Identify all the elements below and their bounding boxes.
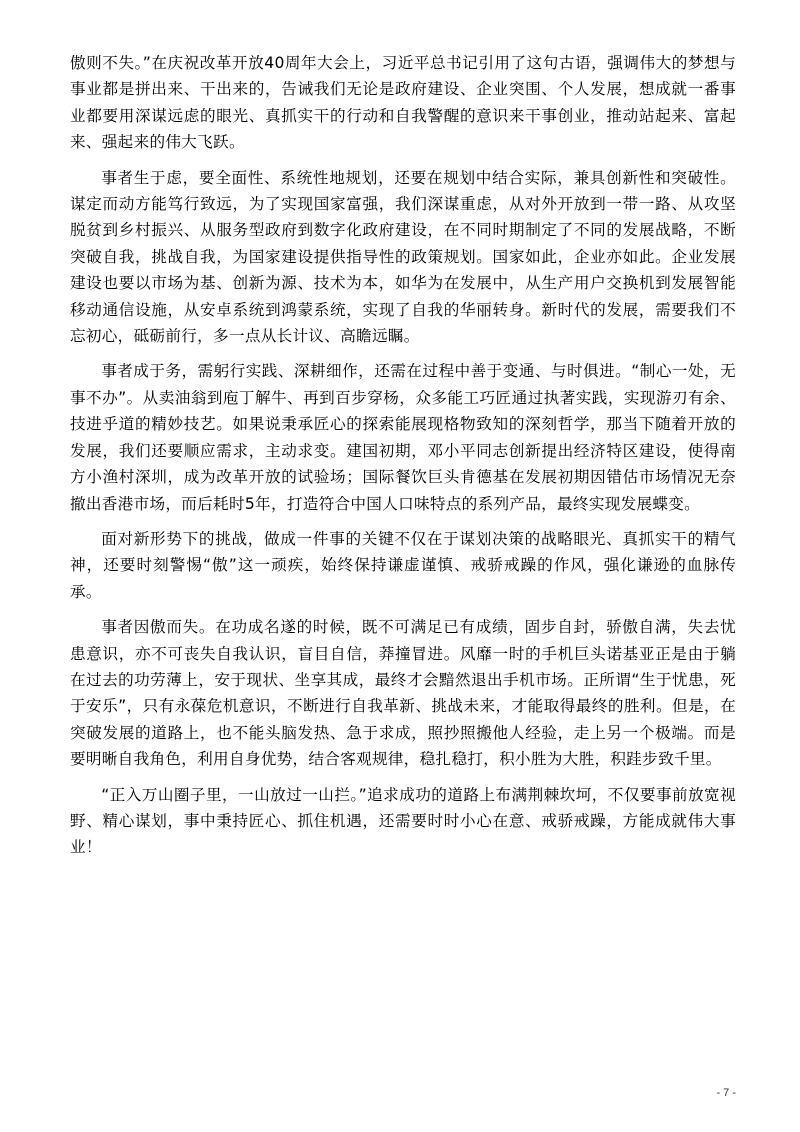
- paragraph-3: 事者成于务，需躬行实践、深耕细作，还需在过程中善于变通、与时俱进。“制心一处，无事不办”。从卖油翁到庖丁解牛、再到百步穿杨，众多能工巧匠通过执著实践，实现游刃有余、技进乎道的精妙技艺。如果说秉承匠心的探索能展现格物致知的深刻哲学，那当下随着开放的发展，我们还要顺应需求，主动求变。建国初期，邓小平同志创新提出经济特区建设，使得南方小渔村深圳，成为改革开放的试验场；国际餐饮巨头肯德基在发展初期因错估市场情况无奈撤出香港市场，而后耗时5年，打造符合中国人口味特点的系列产品，最终实现发展蝶变。: [70, 362, 736, 513]
- page-number: - 7 -: [716, 1087, 736, 1099]
- paragraph-2: 事者生于虑，要全面性、系统性地规划，还要在规划中结合实际，兼具创新性和突破性。谋定而动方能笃行致远，为了实现国家富强，我们深谋重虑，从对外开放到一带一路、从攻坚脱贫到乡村振兴、从服务型政府到数字化政府建设，在不同时期制定了不同的发展战略，不断突破自我，挑战自我，为国家建设提供指导性的政策规划。国家如此，企业亦如此。企业发展建设也要以市场为基、创新为源、技术为本，如华为在发展中，从生产用户交换机到发展智能移动通信设施，从安卓系统到鸿蒙系统，实现了自我的华丽转身。新时代的发展，需要我们不忘初心，砥砺前行，多一点从长计议、高瞻远瞩。: [70, 168, 736, 346]
- paragraph-6: “正入万山圈子里，一山放过一山拦。”追求成功的道路上布满荆棘坎坷，不仅要事前放宽视野、精心谋划，事中秉持匠心、抓住机遇，还需要时时小心在意、戒骄戒躁，方能成就伟大事业！: [70, 785, 736, 857]
- paragraph-5: 事者因傲而失。在功成名遂的时候，既不可满足已有成绩，固步自封，骄傲自满，失去忧患意识，亦不可丧失自我认识，盲目自信，莽撞冒进。风靡一时的手机巨头诺基亚正是由于躺在过去的功劳薄上，安于现状、坐享其成，最终才会黯然退出手机市场。正所谓“生于忧患，死于安乐”，只有永葆危机意识，不断进行自我革新、挑战未来，才能取得最终的胜利。但是，在突破发展的道路上，也不能头脑发热、急于求成，照抄照搬他人经验，走上另一个极端。而是要明晰自我角色，利用自身优势，结合客观规律，稳扎稳打，积小胜为大胜，积跬步致千里。: [70, 618, 736, 769]
- paragraph-1: 傲则不失。”在庆祝改革开放40周年大会上，习近平总书记引用了这句古语，强调伟大的梦想与事业都是拼出来、干出来的，告诫我们无论是政府建设、企业突围、个人发展，想成就一番事业都要用深谋远虑的眼光、真抓实干的行动和自我警醒的意识来干事创业，推动站起来、富起来、强起来的伟大飞跃。: [70, 54, 736, 152]
- paragraph-4: 面对新形势下的挑战，做成一件事的关键不仅在于谋划决策的战略眼光、真抓实干的精气神，还要时刻警惕“傲”这一顽疾，始终保持谦虚谨慎、戒骄戒躁的作风，强化谦逊的血脉传承。: [70, 529, 736, 601]
- document-body: [70, 50, 736, 870]
